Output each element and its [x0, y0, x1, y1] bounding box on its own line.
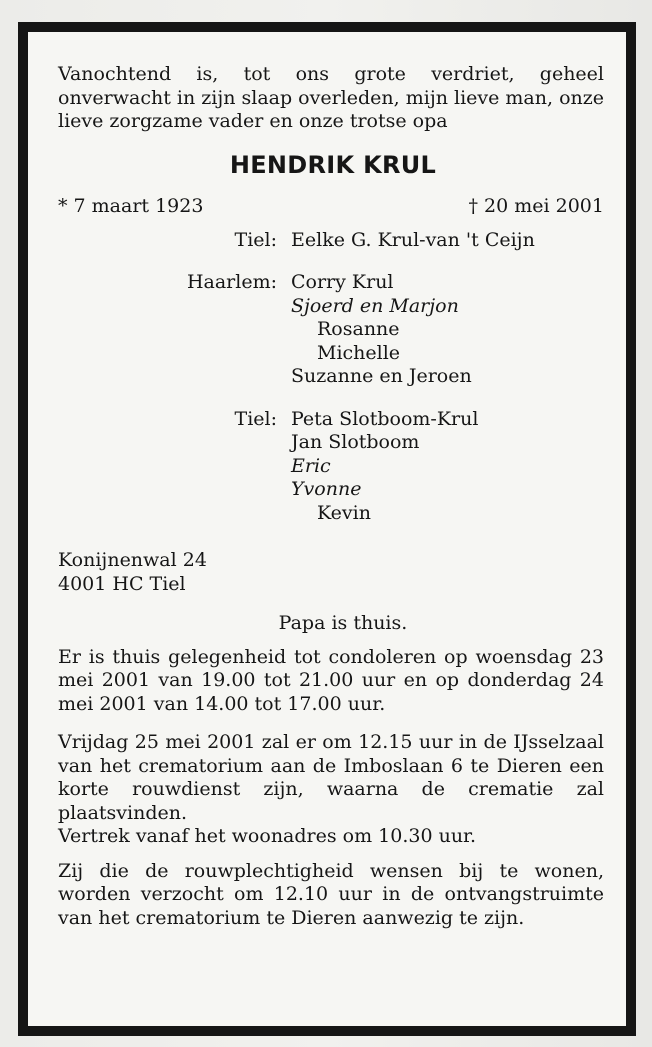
service-info: Vrijdag 25 mei 2001 zal er om 12.15 uur in de IJsselzaal van het crematorium aan de Imboslaan 6 te Dieren een korte rouwdienst zijn, waarna de crematie zal plaatsvinden. [58, 731, 604, 824]
grandchild: Michelle [317, 341, 401, 364]
family-group [58, 229, 604, 253]
deceased-name: HENDRIK KRUL [229, 150, 437, 179]
life-dates [58, 195, 604, 219]
family-member: Peta Slotboom-Krul [291, 407, 479, 430]
family-names [291, 408, 604, 526]
family-names [291, 271, 604, 389]
family-member: Eelke G. Krul-van 't Ceijn [291, 228, 535, 251]
home-address [58, 549, 604, 596]
death-date: † 20 mei 2001 [468, 195, 604, 217]
address-city: 4001 HC Tiel [58, 572, 186, 595]
family-place: Tiel: [234, 228, 277, 251]
address-street: Konijnenwal 24 [58, 549, 207, 571]
condolence-info: Er is thuis gelegenheid tot condoleren op woensdag 23 mei 2001 van 19.00 tot 21.00 uur en op donderdag 24 mei 2001 van 14.00 tot 17.00 uur. [58, 645, 604, 715]
grandchild: Kevin [317, 501, 371, 524]
family-member: Yvonne [291, 478, 362, 500]
family-member: Eric [291, 454, 331, 477]
birth-date: * 7 maart 1923 [58, 195, 204, 217]
family-place: Tiel: [234, 407, 277, 430]
departure-info: Vertrek vanaf het woonadres om 10.30 uur. [58, 825, 477, 847]
attendance-info: Zij die de rouwplechtigheid wensen bij te wonen, worden verzocht om 12.10 uur in de ontvangstruimte van het crematorium te Dieren aanwezig te zijn. [58, 859, 604, 929]
family-member: Corry Krul [291, 271, 394, 293]
grandchild: Rosanne [317, 318, 400, 340]
family-names [291, 229, 604, 253]
family-member: Suzanne en Jeroen [291, 365, 472, 387]
obituary-frame [18, 22, 636, 1036]
family-member: Sjoerd en Marjon [291, 294, 459, 317]
family-place: Haarlem: [186, 271, 277, 293]
family-group [58, 271, 604, 389]
obituary-content [58, 63, 604, 941]
family-member: Jan Slotboom [291, 431, 420, 453]
home-line: Papa is thuis. [278, 612, 408, 634]
intro-text: Vanochtend is, tot ons grote verdriet, geheel onverwacht in zijn slaap overleden, mijn lieve man, onze lieve zorgzame vader en onze trotse opa [58, 63, 604, 132]
family-group [58, 408, 604, 526]
